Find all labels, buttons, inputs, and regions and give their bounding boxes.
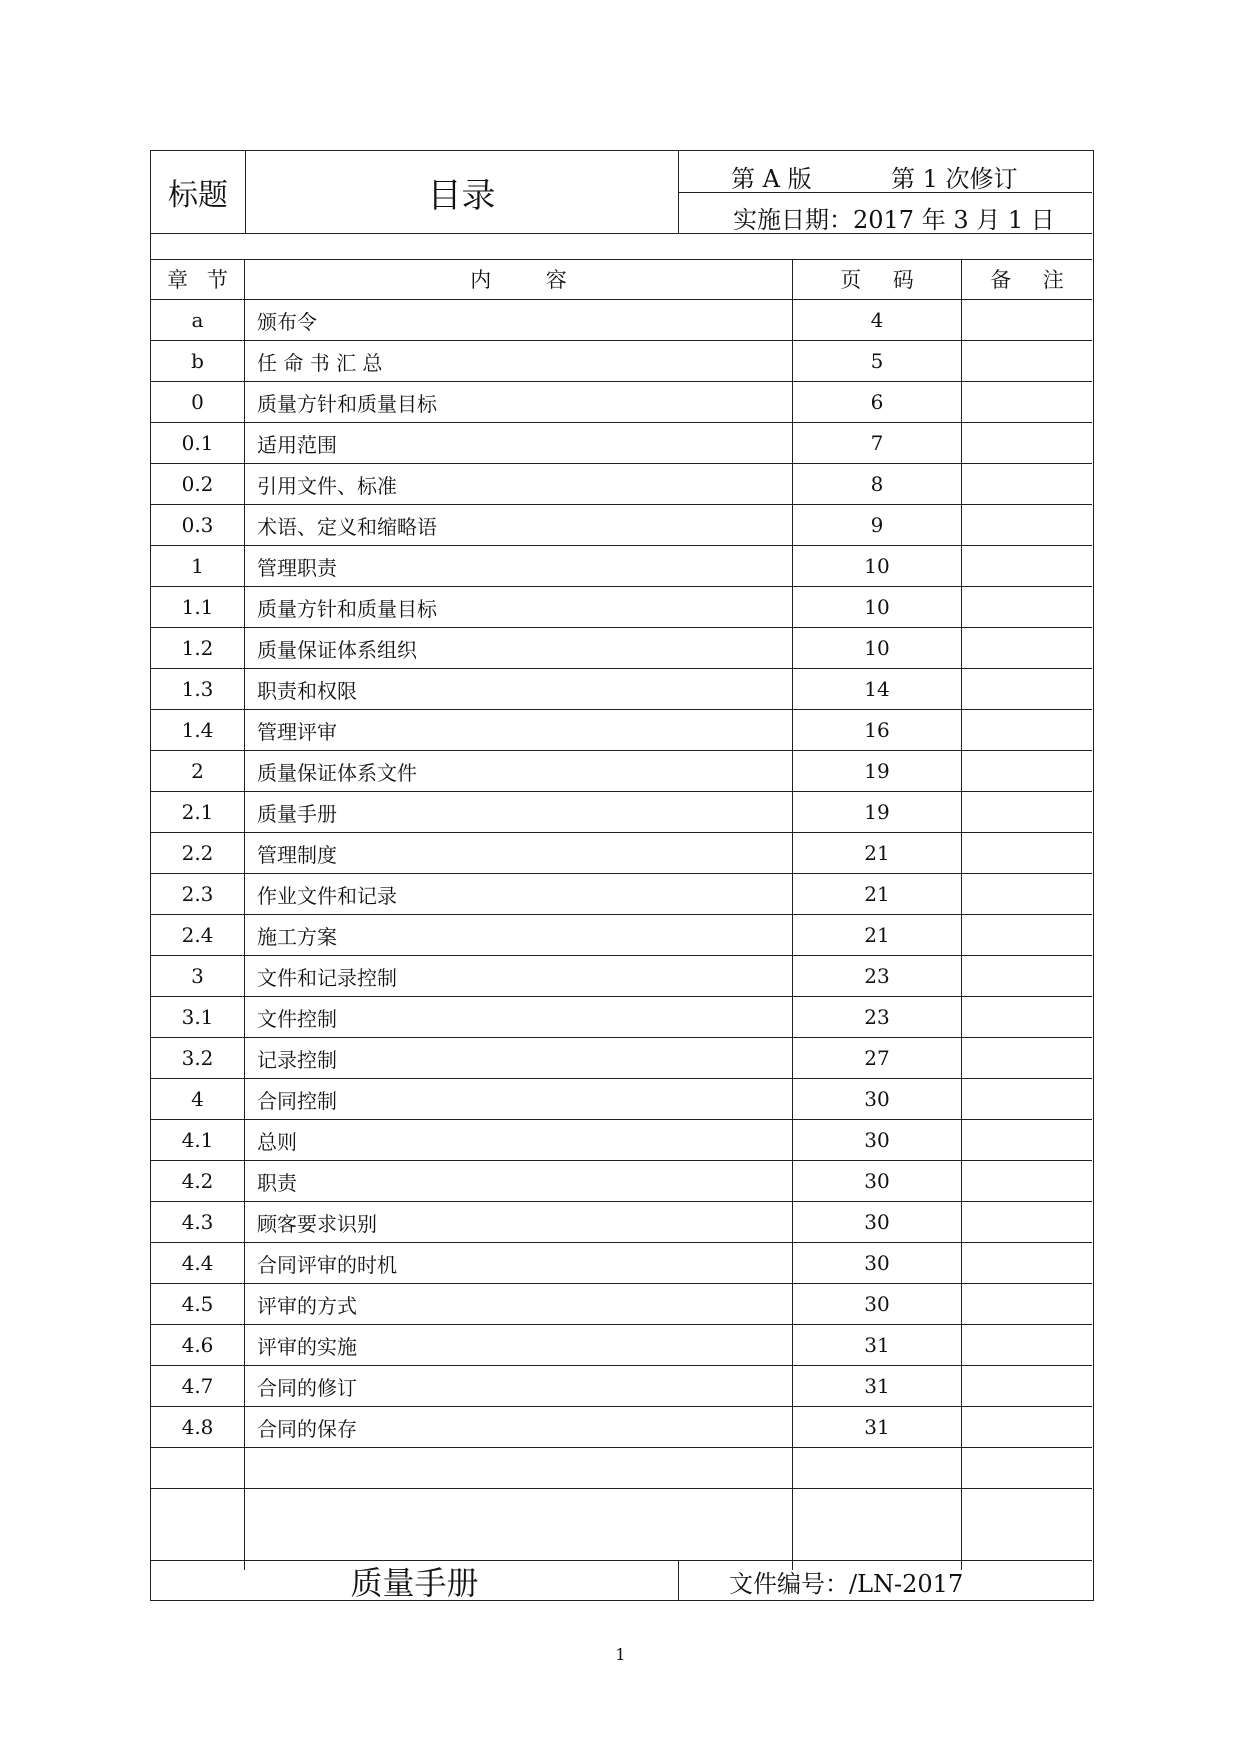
remark-cell: [962, 1120, 1092, 1160]
remark-cell: [962, 833, 1092, 873]
page-cell: 30: [793, 1243, 962, 1283]
content-cell: 任 命 书 汇 总: [245, 341, 793, 381]
chapter-cell: 1.3: [151, 669, 245, 709]
table-row: [151, 546, 1092, 587]
page-cell: 6: [793, 382, 962, 422]
table-row: [151, 587, 1092, 628]
empty-cell: [962, 1448, 1092, 1488]
content-cell: 管理评审: [245, 710, 793, 750]
remark-cell: [962, 751, 1092, 791]
remark-cell: [962, 669, 1092, 709]
content-cell: 颁布令: [245, 300, 793, 340]
content-cell: 评审的方式: [245, 1284, 793, 1324]
chapter-cell: 0.3: [151, 505, 245, 545]
remark-cell: [962, 587, 1092, 627]
content-cell: 合同控制: [245, 1079, 793, 1119]
chapter-cell: 2.3: [151, 874, 245, 914]
remark-cell: [962, 382, 1092, 422]
col-header-chapter: [151, 259, 245, 299]
content-cell: 顾客要求识别: [245, 1202, 793, 1242]
col-header-remark-text: 备注: [990, 268, 1096, 292]
page-cell: 21: [793, 833, 962, 873]
remark-cell: [962, 1284, 1092, 1324]
content-cell: 记录控制: [245, 1038, 793, 1078]
content-cell: 职责和权限: [245, 669, 793, 709]
remark-cell: [962, 628, 1092, 668]
page-cell: 21: [793, 874, 962, 914]
remark-cell: [962, 1038, 1092, 1078]
table-row: [151, 1325, 1092, 1366]
content-cell: 文件和记录控制: [245, 956, 793, 996]
remark-cell: [962, 1243, 1092, 1283]
col-header-content: [245, 259, 793, 299]
header-spacer-row: [151, 233, 1092, 260]
table-row: [151, 874, 1092, 915]
remark-cell: [962, 915, 1092, 955]
chapter-cell: 4.3: [151, 1202, 245, 1242]
chapter-cell: 1.2: [151, 628, 245, 668]
page-cell: 8: [793, 464, 962, 504]
edition-text: 第 A 版: [731, 165, 812, 193]
col-header-content-text: 内容: [470, 268, 622, 292]
chapter-cell: 4.4: [151, 1243, 245, 1283]
table-row: [151, 628, 1092, 669]
remark-cell: [962, 710, 1092, 750]
remark-cell: [962, 423, 1092, 463]
page-cell: 30: [793, 1202, 962, 1242]
page-number: 1: [615, 1645, 626, 1664]
chapter-cell: 2.2: [151, 833, 245, 873]
chapter-cell: b: [151, 341, 245, 381]
chapter-cell: 1: [151, 546, 245, 586]
chapter-cell: 0: [151, 382, 245, 422]
table-row: [151, 1407, 1092, 1448]
remark-cell: [962, 546, 1092, 586]
remark-cell: [962, 1366, 1092, 1406]
page-cell: 5: [793, 341, 962, 381]
table-row: [151, 792, 1092, 833]
chapter-cell: 0.2: [151, 464, 245, 504]
content-cell: 合同的保存: [245, 1407, 793, 1447]
content-cell: 适用范围: [245, 423, 793, 463]
toc-table: [151, 259, 1096, 1570]
content-cell: 合同评审的时机: [245, 1243, 793, 1283]
page-cell: 30: [793, 1120, 962, 1160]
table-row: [151, 341, 1092, 382]
content-cell: 引用文件、标准: [245, 464, 793, 504]
remark-cell: [962, 464, 1092, 504]
chapter-cell: 1.4: [151, 710, 245, 750]
content-cell: 施工方案: [245, 915, 793, 955]
page-cell: 23: [793, 956, 962, 996]
page-cell: 16: [793, 710, 962, 750]
table-row: [151, 423, 1092, 464]
page-cell: 19: [793, 751, 962, 791]
table-header-row: [151, 259, 1096, 300]
page-cell: 31: [793, 1407, 962, 1447]
table-row: [151, 300, 1092, 341]
table-row: [151, 464, 1092, 505]
page-cell: 10: [793, 546, 962, 586]
page-cell: 4: [793, 300, 962, 340]
page-cell: 19: [793, 792, 962, 832]
content-cell: 质量方针和质量目标: [245, 382, 793, 422]
remark-cell: [962, 1407, 1092, 1447]
effective-date: 实施日期：2017 年 3 月 1 日: [733, 206, 1055, 234]
page-cell: 7: [793, 423, 962, 463]
remark-cell: [962, 997, 1092, 1037]
content-cell: 术语、定义和缩略语: [245, 505, 793, 545]
empty-row: [151, 1448, 1092, 1489]
table-row: [151, 1161, 1092, 1202]
content-cell: 管理制度: [245, 833, 793, 873]
content-cell: 职责: [245, 1161, 793, 1201]
table-row: [151, 1284, 1092, 1325]
chapter-cell: a: [151, 300, 245, 340]
empty-cell: [245, 1489, 793, 1570]
content-cell: 作业文件和记录: [245, 874, 793, 914]
page-cell: 23: [793, 997, 962, 1037]
remark-cell: [962, 300, 1092, 340]
content-cell: 质量保证体系文件: [245, 751, 793, 791]
page-cell: 10: [793, 628, 962, 668]
chapter-cell: 4.7: [151, 1366, 245, 1406]
content-cell: 质量方针和质量目标: [245, 587, 793, 627]
edition-row: [679, 151, 1092, 193]
col-header-page-text: 页码: [840, 268, 946, 292]
revision-info: [679, 151, 1092, 233]
date-row: [679, 192, 1092, 233]
title-label: 标题: [151, 151, 246, 233]
table-row: [151, 1079, 1092, 1120]
chapter-cell: 2: [151, 751, 245, 791]
page-cell: 30: [793, 1079, 962, 1119]
table-row: [151, 1038, 1092, 1079]
document-footer: [151, 1560, 1092, 1601]
chapter-cell: 4.2: [151, 1161, 245, 1201]
chapter-cell: 4.5: [151, 1284, 245, 1324]
table-row: [151, 915, 1092, 956]
document-header: [151, 151, 1092, 234]
manual-title: 质量手册: [151, 1561, 679, 1601]
chapter-cell: 3.1: [151, 997, 245, 1037]
empty-cell: [962, 1489, 1092, 1570]
chapter-cell: 3: [151, 956, 245, 996]
remark-cell: [962, 505, 1092, 545]
revision-text: 第 1 次修订: [891, 165, 1018, 193]
empty-cell: [245, 1448, 793, 1488]
remark-cell: [962, 874, 1092, 914]
page-title: 目录: [245, 151, 679, 233]
content-cell: 质量手册: [245, 792, 793, 832]
table-row: [151, 710, 1092, 751]
page-cell: 30: [793, 1161, 962, 1201]
table-row: [151, 1202, 1092, 1243]
table-row: [151, 1366, 1092, 1407]
chapter-cell: 4.8: [151, 1407, 245, 1447]
remark-cell: [962, 792, 1092, 832]
page-cell: 27: [793, 1038, 962, 1078]
table-row: [151, 382, 1092, 423]
page-cell: 31: [793, 1325, 962, 1365]
remark-cell: [962, 341, 1092, 381]
chapter-cell: 2.4: [151, 915, 245, 955]
content-cell: 总则: [245, 1120, 793, 1160]
remark-cell: [962, 1079, 1092, 1119]
page-cell: 31: [793, 1366, 962, 1406]
remark-cell: [962, 956, 1092, 996]
col-header-chapter-text: 章节: [167, 268, 247, 292]
page-cell: 9: [793, 505, 962, 545]
page-cell: 30: [793, 1284, 962, 1324]
chapter-cell: 4: [151, 1079, 245, 1119]
chapter-cell: 1.1: [151, 587, 245, 627]
empty-cell: [793, 1448, 962, 1488]
empty-cell: [793, 1489, 962, 1570]
table-row: [151, 833, 1092, 874]
empty-cell: [151, 1489, 245, 1570]
col-header-remark: [962, 259, 1096, 299]
content-cell: 合同的修订: [245, 1366, 793, 1406]
content-cell: 文件控制: [245, 997, 793, 1037]
table-row: [151, 505, 1092, 546]
page-cell: 10: [793, 587, 962, 627]
document-number: 文件编号：/LN-2017: [729, 1569, 964, 1598]
col-header-page: [793, 259, 962, 299]
remark-cell: [962, 1161, 1092, 1201]
chapter-cell: 2.1: [151, 792, 245, 832]
chapter-cell: 4.1: [151, 1120, 245, 1160]
document-frame: [150, 150, 1094, 1601]
remark-cell: [962, 1202, 1092, 1242]
page-cell: 21: [793, 915, 962, 955]
table-row: [151, 751, 1092, 792]
chapter-cell: 0.1: [151, 423, 245, 463]
empty-cell: [151, 1448, 245, 1488]
table-row: [151, 1243, 1092, 1284]
table-row: [151, 1120, 1092, 1161]
page-cell: 14: [793, 669, 962, 709]
content-cell: 管理职责: [245, 546, 793, 586]
table-row: [151, 997, 1092, 1038]
content-cell: 评审的实施: [245, 1325, 793, 1365]
table-row: [151, 956, 1092, 997]
remark-cell: [962, 1325, 1092, 1365]
chapter-cell: 4.6: [151, 1325, 245, 1365]
chapter-cell: 3.2: [151, 1038, 245, 1078]
empty-row: [151, 1489, 1092, 1570]
table-row: [151, 669, 1092, 710]
content-cell: 质量保证体系组织: [245, 628, 793, 668]
